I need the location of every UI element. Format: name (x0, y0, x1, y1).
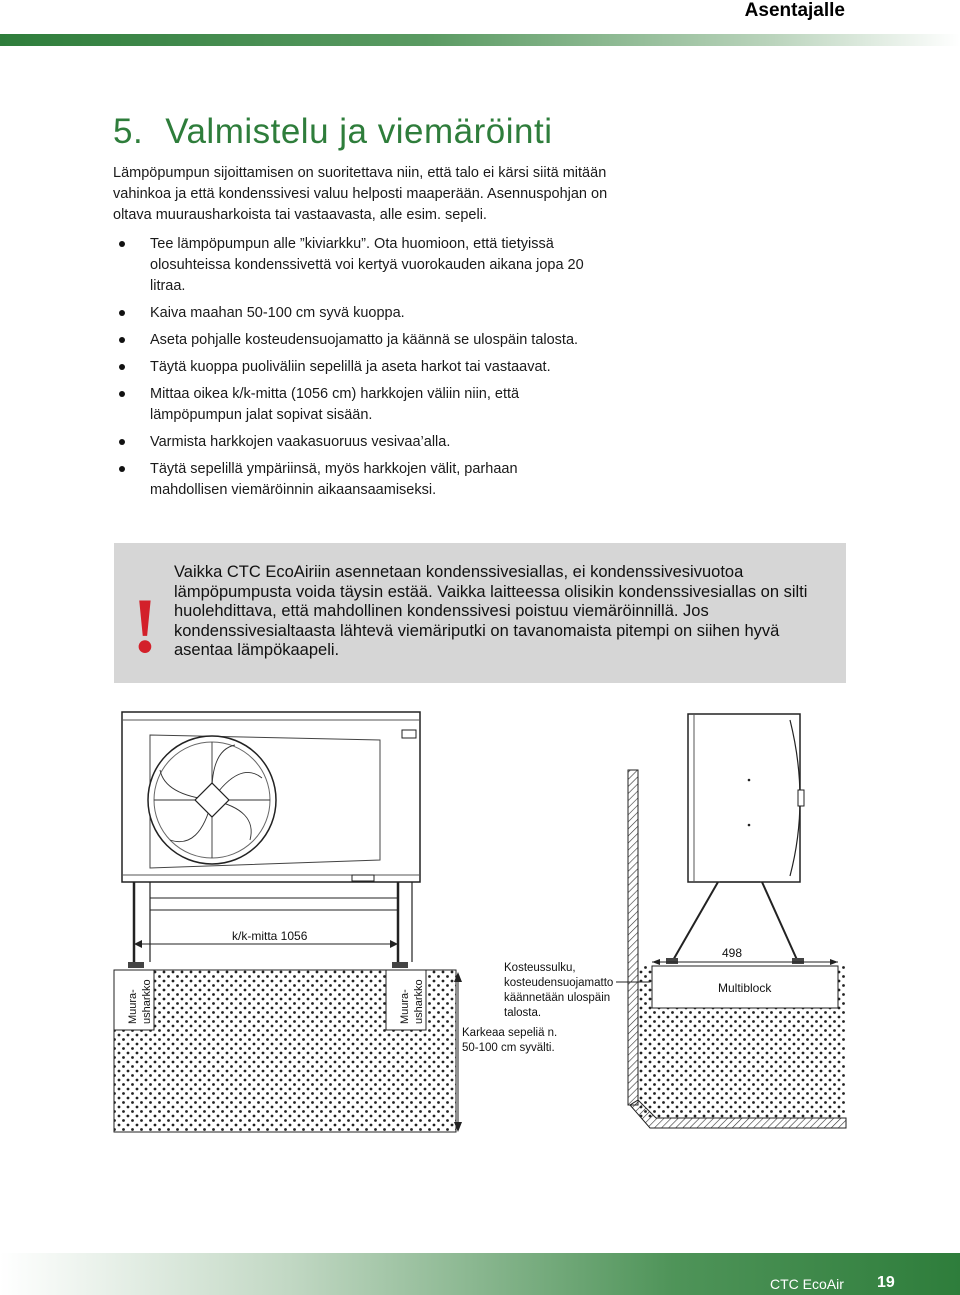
section-label: Asentajalle (744, 0, 845, 21)
intro-paragraph: Lämpöpumpun sijoittamisen on suoritettava niin, että talo ei kärsi siitä mitään vahinkoa ja että kondenssivesi valuu helposti maaperään. Asennuspohjan on oltava muurausharkoista tai vastaavasta, alle esim. sepeli. (113, 165, 608, 223)
multiblock-label: Multiblock (718, 981, 772, 995)
gravel-note-line: 50-100 cm syvälti. (462, 1042, 555, 1054)
brand-logo-icon (402, 730, 416, 738)
page-number: 19 (877, 1274, 895, 1291)
list-item: Aseta pohjalle kosteudensuojamatto ja käännä se ulospäin talosta. (113, 330, 593, 351)
gravel-note-line: Karkeaa sepeliä n. (462, 1027, 558, 1039)
list-item: Kaiva maahan 50-100 cm syvä kuoppa. (113, 303, 593, 324)
moisture-note (504, 962, 617, 1019)
kk-dimension-label: k/k-mitta 1056 (232, 929, 308, 943)
house-wall (628, 770, 638, 1105)
list-item: Tee lämpöpumpun alle ”kiviarkku”. Ota huomioon, että tietyissä olosuhteissa kondenssivettä voi kertyä vuorokauden aikana jopa 20 litraa. (113, 234, 593, 297)
dimension-498: 498 (722, 946, 743, 960)
list-item: Täytä sepelillä ympäriinsä, myös harkkojen välit, parhaan mahdollisen viemäröinnin aikaansaamiseksi. (113, 459, 593, 501)
list-item: Varmista harkkojen vaakasuoruus vesivaa’alla. (113, 432, 593, 453)
block-right-line2: usharkko (413, 979, 425, 1024)
block-right-line1: Muura- (399, 989, 411, 1024)
section-title: Valmistelu ja viemäröinti (165, 112, 553, 151)
list-item: Täytä kuoppa puoliväliin sepelillä ja aseta harkot tai vastaavat. (113, 357, 593, 378)
warning-text: Vaikka CTC EcoAiriin asennetaan kondenssivesiallas, ei kondenssivesivuotoa lämpöpumpusta voida täysin estää. Vaikka laitteessa olisikin kondenssivesiallas on silti huolehdittava, että mahdollinen kondenssivesi poistuu viemäröinnillä. Jos kondenssivesialtaasta lähtevä viemäriputki on tavanomaista pitempi on siihen hyvä asentaa lämpökaapeli. (174, 563, 808, 659)
installation-diagram (0, 700, 960, 1140)
warning-box (114, 543, 846, 683)
block-left-line1: Muura- (127, 989, 139, 1024)
list-item: Mittaa oikea k/k-mitta (1056 cm) harkkojen väliin niin, että lämpöpumpun jalat sopivat sisään. (113, 384, 593, 426)
section-number: 5. (113, 112, 144, 151)
instruction-list (113, 234, 593, 507)
page-title (113, 112, 552, 152)
heat-pump-side-view (666, 714, 804, 964)
moisture-note-line: käännetään ulospäin (504, 992, 611, 1004)
moisture-note-line: talosta. (504, 1007, 542, 1019)
moisture-note-line: kosteudensuojamatto (504, 977, 614, 989)
exclamation-icon: ! (132, 582, 158, 669)
gravel-note (462, 1027, 560, 1054)
moisture-note-line: Kosteussulku, (504, 962, 576, 974)
header-bar (0, 34, 960, 46)
block-left-line2: usharkko (141, 979, 153, 1024)
footer-brand: CTC EcoAir (770, 1276, 844, 1292)
